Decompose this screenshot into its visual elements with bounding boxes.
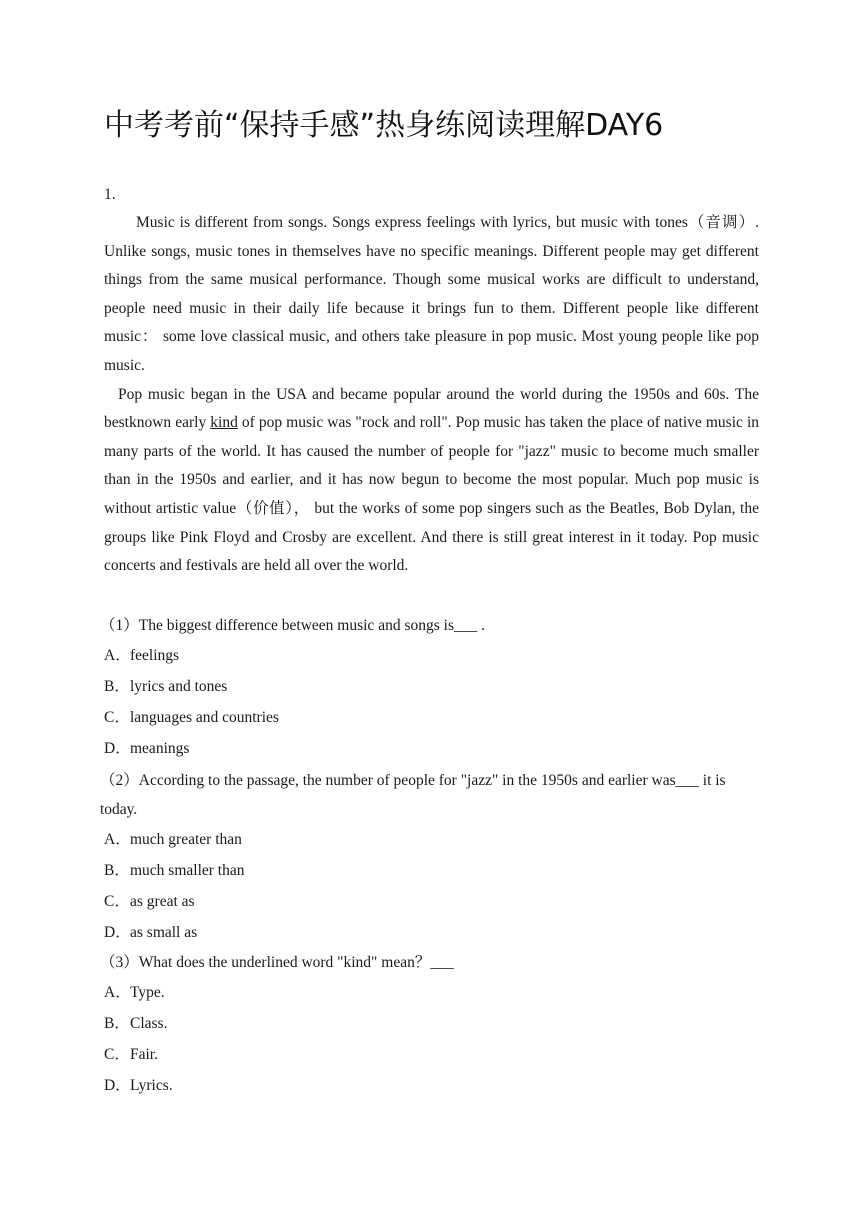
option-b[interactable] — [104, 855, 759, 886]
underlined-word: kind — [210, 414, 238, 432]
option-letter: B． — [104, 862, 130, 879]
option-text: Class. — [130, 1015, 168, 1032]
question-number: 1. — [104, 186, 116, 203]
option-letter: B． — [104, 1015, 130, 1032]
option-c[interactable] — [104, 886, 759, 917]
reading-passage — [104, 209, 759, 581]
option-d[interactable] — [104, 1070, 759, 1101]
option-b[interactable] — [104, 671, 759, 702]
question-stem: （3）What does the underlined word "kind" mean？___ — [100, 954, 454, 971]
option-text: much greater than — [130, 831, 242, 848]
option-letter: B． — [104, 678, 130, 695]
option-letter: A． — [104, 647, 131, 664]
option-letter: D． — [104, 924, 131, 941]
option-text: lyrics and tones — [130, 678, 228, 695]
option-text: as small as — [130, 924, 198, 941]
passage-text: Pop music began in the USA and became popular around the world during the 1950s and 60s. The bestknown early — [104, 385, 759, 432]
option-b[interactable] — [104, 1008, 759, 1039]
option-text: Type. — [130, 984, 165, 1001]
option-text: languages and countries — [130, 709, 279, 726]
question-stem: （1）The biggest difference between music and songs is___ . — [100, 617, 485, 634]
option-a[interactable] — [104, 640, 759, 671]
page-title: 中考考前“保持手感”热身练阅读理解DAY6 — [104, 108, 664, 143]
option-text: feelings — [130, 647, 180, 664]
option-letter: C． — [104, 1046, 130, 1063]
option-c[interactable] — [104, 702, 759, 733]
option-letter: D． — [104, 740, 131, 757]
option-d[interactable] — [104, 733, 759, 764]
option-letter: A． — [104, 984, 131, 1001]
option-c[interactable] — [104, 1039, 759, 1070]
question-stem: （2）According to the passage, the number of people for "jazz" in the 1950s and earlier was___ it is today. — [100, 772, 726, 818]
question-1 — [100, 611, 759, 764]
option-letter: D． — [104, 1077, 131, 1094]
question-2 — [100, 766, 759, 948]
option-text: meanings — [130, 740, 190, 757]
option-text: Lyrics. — [130, 1077, 173, 1094]
option-letter: C． — [104, 709, 130, 726]
passage-paragraph-1: Music is different from songs. Songs express feelings with lyrics, but music with tones（音调）. Unlike songs, music tones in themselves have no specific meanings. Different people may get different things from the same musical performance. Though some musical works are difficult to understand, people need music in their daily life because it brings fun to them. Different people like different music： some love classical music, and others take pleasure in pop music. Most young people like pop music. — [104, 214, 759, 374]
option-text: as great as — [130, 893, 195, 910]
option-d[interactable] — [104, 917, 759, 948]
option-text: Fair. — [130, 1046, 158, 1063]
question-3 — [100, 948, 759, 1101]
option-text: much smaller than — [130, 862, 245, 879]
passage-paragraph-2 — [104, 381, 759, 581]
option-a[interactable] — [104, 824, 759, 855]
option-a[interactable] — [104, 977, 759, 1008]
passage-text: of pop music was "rock and roll". Pop music has taken the place of native music in many parts of the world. It has caused the number of people for "jazz" music to become much smaller than in the 1950s and earlier, and it has now begun to become the most popular. Much pop music is without artistic value（价值）， but the works of some pop singers such as the Beatles, Bob Dylan, the groups like Pink Floyd and Crosby are excellent. And there is still great interest in it today. Pop music concerts and festivals are held all over the world. — [104, 414, 759, 575]
option-letter: A． — [104, 831, 131, 848]
option-letter: C． — [104, 893, 130, 910]
